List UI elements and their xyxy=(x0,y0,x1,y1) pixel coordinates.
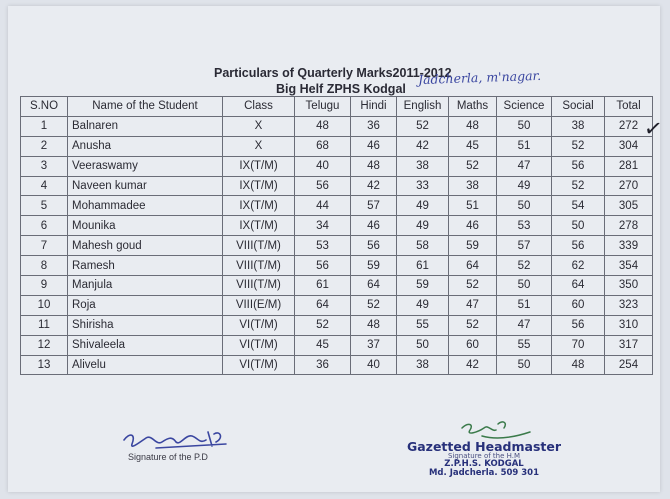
table-cell: 53 xyxy=(497,216,552,236)
table-cell: 50 xyxy=(552,216,605,236)
table-cell: 46 xyxy=(351,136,397,156)
table-cell: X xyxy=(223,136,295,156)
table-cell: 48 xyxy=(449,116,497,136)
table-cell: 52 xyxy=(497,256,552,276)
table-cell: 46 xyxy=(449,216,497,236)
table-row xyxy=(21,216,653,236)
table-cell: 56 xyxy=(552,315,605,335)
table-cell: 51 xyxy=(449,196,497,216)
table-cell: 36 xyxy=(295,355,351,375)
table-cell: VIII(T/M) xyxy=(223,236,295,256)
table-cell: 38 xyxy=(449,176,497,196)
table-cell: 52 xyxy=(552,176,605,196)
table-cell: 60 xyxy=(449,335,497,355)
table-cell: 59 xyxy=(351,256,397,276)
table-cell: 52 xyxy=(449,156,497,176)
table-cell: 58 xyxy=(397,236,449,256)
student-name-cell: Anusha xyxy=(68,136,223,156)
stamp-address-line: Md. Jadcherla. 509 301 xyxy=(428,468,540,479)
table-cell: VIII(T/M) xyxy=(223,276,295,296)
table-cell: 48 xyxy=(295,116,351,136)
table-row xyxy=(21,335,653,355)
table-cell: 62 xyxy=(552,256,605,276)
table-cell: 42 xyxy=(397,136,449,156)
table-cell: 270 xyxy=(605,176,653,196)
student-name-cell: Manjula xyxy=(68,276,223,296)
column-header: Total xyxy=(605,97,653,117)
student-name-cell: Shirisha xyxy=(68,315,223,335)
table-cell: 52 xyxy=(397,116,449,136)
table-cell: 38 xyxy=(397,355,449,375)
table-row xyxy=(21,355,653,375)
table-cell: 68 xyxy=(295,136,351,156)
table-cell: 50 xyxy=(397,335,449,355)
column-header: English xyxy=(397,97,449,117)
table-cell: 55 xyxy=(397,315,449,335)
student-name-cell: Veeraswamy xyxy=(68,156,223,176)
table-cell: 59 xyxy=(449,236,497,256)
student-name-cell: Balnaren xyxy=(68,116,223,136)
table-cell: 278 xyxy=(605,216,653,236)
student-name-cell: Alivelu xyxy=(68,355,223,375)
table-cell: IX(T/M) xyxy=(223,196,295,216)
table-cell: 11 xyxy=(21,315,68,335)
table-cell: 49 xyxy=(497,176,552,196)
table-cell: 38 xyxy=(552,116,605,136)
table-row xyxy=(21,256,653,276)
table-cell: 2 xyxy=(21,136,68,156)
table-cell: 10 xyxy=(21,295,68,315)
table-cell: 47 xyxy=(497,156,552,176)
table-cell: VI(T/M) xyxy=(223,355,295,375)
table-cell: 51 xyxy=(497,295,552,315)
student-name-cell: Mahesh goud xyxy=(68,236,223,256)
check-mark-icon: ✓ xyxy=(642,114,665,143)
table-cell: 53 xyxy=(295,236,351,256)
table-cell: 64 xyxy=(295,295,351,315)
table-cell: 1 xyxy=(21,116,68,136)
table-cell: 9 xyxy=(21,276,68,296)
table-cell: 61 xyxy=(295,276,351,296)
table-cell: 7 xyxy=(21,236,68,256)
table-cell: 350 xyxy=(605,276,653,296)
table-cell: 6 xyxy=(21,216,68,236)
table-row xyxy=(21,315,653,335)
table-cell: 51 xyxy=(497,136,552,156)
table-cell: 3 xyxy=(21,156,68,176)
table-row xyxy=(21,276,653,296)
table-row xyxy=(21,116,653,136)
column-header: Name of the Student xyxy=(68,97,223,117)
marks-table-body xyxy=(21,116,653,375)
table-cell: 42 xyxy=(351,176,397,196)
table-cell: 33 xyxy=(397,176,449,196)
table-cell: 60 xyxy=(552,295,605,315)
stamp-school-line: Z.P.H.S. KODGAL xyxy=(444,459,524,470)
table-cell: 49 xyxy=(397,196,449,216)
table-cell: IX(T/M) xyxy=(223,156,295,176)
student-name-cell: Shivaleela xyxy=(68,335,223,355)
column-header: Hindi xyxy=(351,97,397,117)
table-cell: 272 xyxy=(605,116,653,136)
table-cell: 50 xyxy=(497,116,552,136)
table-row xyxy=(21,196,653,216)
student-name-cell: Ramesh xyxy=(68,256,223,276)
table-cell: 49 xyxy=(397,216,449,236)
table-cell: 40 xyxy=(351,355,397,375)
student-name-cell: Mounika xyxy=(68,216,223,236)
table-row xyxy=(21,136,653,156)
table-cell: 37 xyxy=(351,335,397,355)
table-cell: 57 xyxy=(497,236,552,256)
document-title: Particulars of Quarterly Marks2011-2012 xyxy=(214,66,452,80)
table-cell: 281 xyxy=(605,156,653,176)
table-cell: 38 xyxy=(397,156,449,176)
table-cell: 52 xyxy=(552,136,605,156)
table-cell: 339 xyxy=(605,236,653,256)
table-cell: 52 xyxy=(351,295,397,315)
column-header: Telugu xyxy=(295,97,351,117)
pd-signature-icon xyxy=(116,424,236,454)
table-cell: IX(T/M) xyxy=(223,216,295,236)
table-cell: 40 xyxy=(295,156,351,176)
table-cell: 54 xyxy=(552,196,605,216)
handwritten-place-note: Jadcherla, m'nagar. xyxy=(417,67,542,88)
table-cell: 354 xyxy=(605,256,653,276)
table-cell: 56 xyxy=(295,256,351,276)
table-cell: 12 xyxy=(21,335,68,355)
table-cell: VIII(T/M) xyxy=(223,256,295,276)
stamp-subtitle: Signature of the H.M xyxy=(447,452,521,461)
table-cell: 56 xyxy=(295,176,351,196)
table-cell: 305 xyxy=(605,196,653,216)
column-header: S.NO xyxy=(21,97,68,117)
student-name-cell: Roja xyxy=(68,295,223,315)
table-cell: 48 xyxy=(351,315,397,335)
table-cell: 4 xyxy=(21,176,68,196)
table-cell: 254 xyxy=(605,355,653,375)
table-cell: 13 xyxy=(21,355,68,375)
table-cell: 36 xyxy=(351,116,397,136)
stamp-title: Gazetted Headmaster xyxy=(406,439,562,454)
table-cell: 46 xyxy=(351,216,397,236)
header-row xyxy=(21,97,653,117)
table-cell: 59 xyxy=(397,276,449,296)
table-cell: 49 xyxy=(397,295,449,315)
table-cell: 310 xyxy=(605,315,653,335)
table-cell: 317 xyxy=(605,335,653,355)
table-cell: 34 xyxy=(295,216,351,236)
table-cell: 56 xyxy=(552,236,605,256)
table-cell: 52 xyxy=(449,276,497,296)
column-header: Class xyxy=(223,97,295,117)
column-header: Social xyxy=(552,97,605,117)
table-cell: 48 xyxy=(552,355,605,375)
table-cell: 57 xyxy=(351,196,397,216)
table-cell: 323 xyxy=(605,295,653,315)
student-name-cell: Naveen kumar xyxy=(68,176,223,196)
table-cell: 50 xyxy=(497,355,552,375)
table-cell: 52 xyxy=(449,315,497,335)
table-row xyxy=(21,156,653,176)
table-row xyxy=(21,236,653,256)
table-cell: 45 xyxy=(449,136,497,156)
marks-table xyxy=(20,96,653,375)
table-cell: 61 xyxy=(397,256,449,276)
table-cell: 50 xyxy=(497,196,552,216)
table-cell: 70 xyxy=(552,335,605,355)
table-cell: 55 xyxy=(497,335,552,355)
table-cell: X xyxy=(223,116,295,136)
table-cell: 56 xyxy=(351,236,397,256)
table-cell: 64 xyxy=(351,276,397,296)
column-header: Science xyxy=(497,97,552,117)
table-row xyxy=(21,295,653,315)
school-name: Big Helf ZPHS Kodgal xyxy=(276,82,406,96)
table-cell: 64 xyxy=(552,276,605,296)
table-cell: 304 xyxy=(605,136,653,156)
table-cell: 50 xyxy=(497,276,552,296)
table-cell: VIII(E/M) xyxy=(223,295,295,315)
table-cell: VI(T/M) xyxy=(223,315,295,335)
table-cell: 42 xyxy=(449,355,497,375)
student-name-cell: Mohammadee xyxy=(68,196,223,216)
table-cell: 44 xyxy=(295,196,351,216)
pd-signature-label: Signature of the P.D xyxy=(128,452,208,462)
table-cell: 56 xyxy=(552,156,605,176)
table-cell: 5 xyxy=(21,196,68,216)
table-cell: 48 xyxy=(351,156,397,176)
table-cell: VI(T/M) xyxy=(223,335,295,355)
table-row xyxy=(21,176,653,196)
column-header: Maths xyxy=(449,97,497,117)
table-cell: 45 xyxy=(295,335,351,355)
headmaster-stamp xyxy=(404,440,564,478)
table-cell: 47 xyxy=(449,295,497,315)
table-cell: 52 xyxy=(295,315,351,335)
table-cell: 64 xyxy=(449,256,497,276)
table-cell: 47 xyxy=(497,315,552,335)
table-cell: IX(T/M) xyxy=(223,176,295,196)
table-cell: 8 xyxy=(21,256,68,276)
